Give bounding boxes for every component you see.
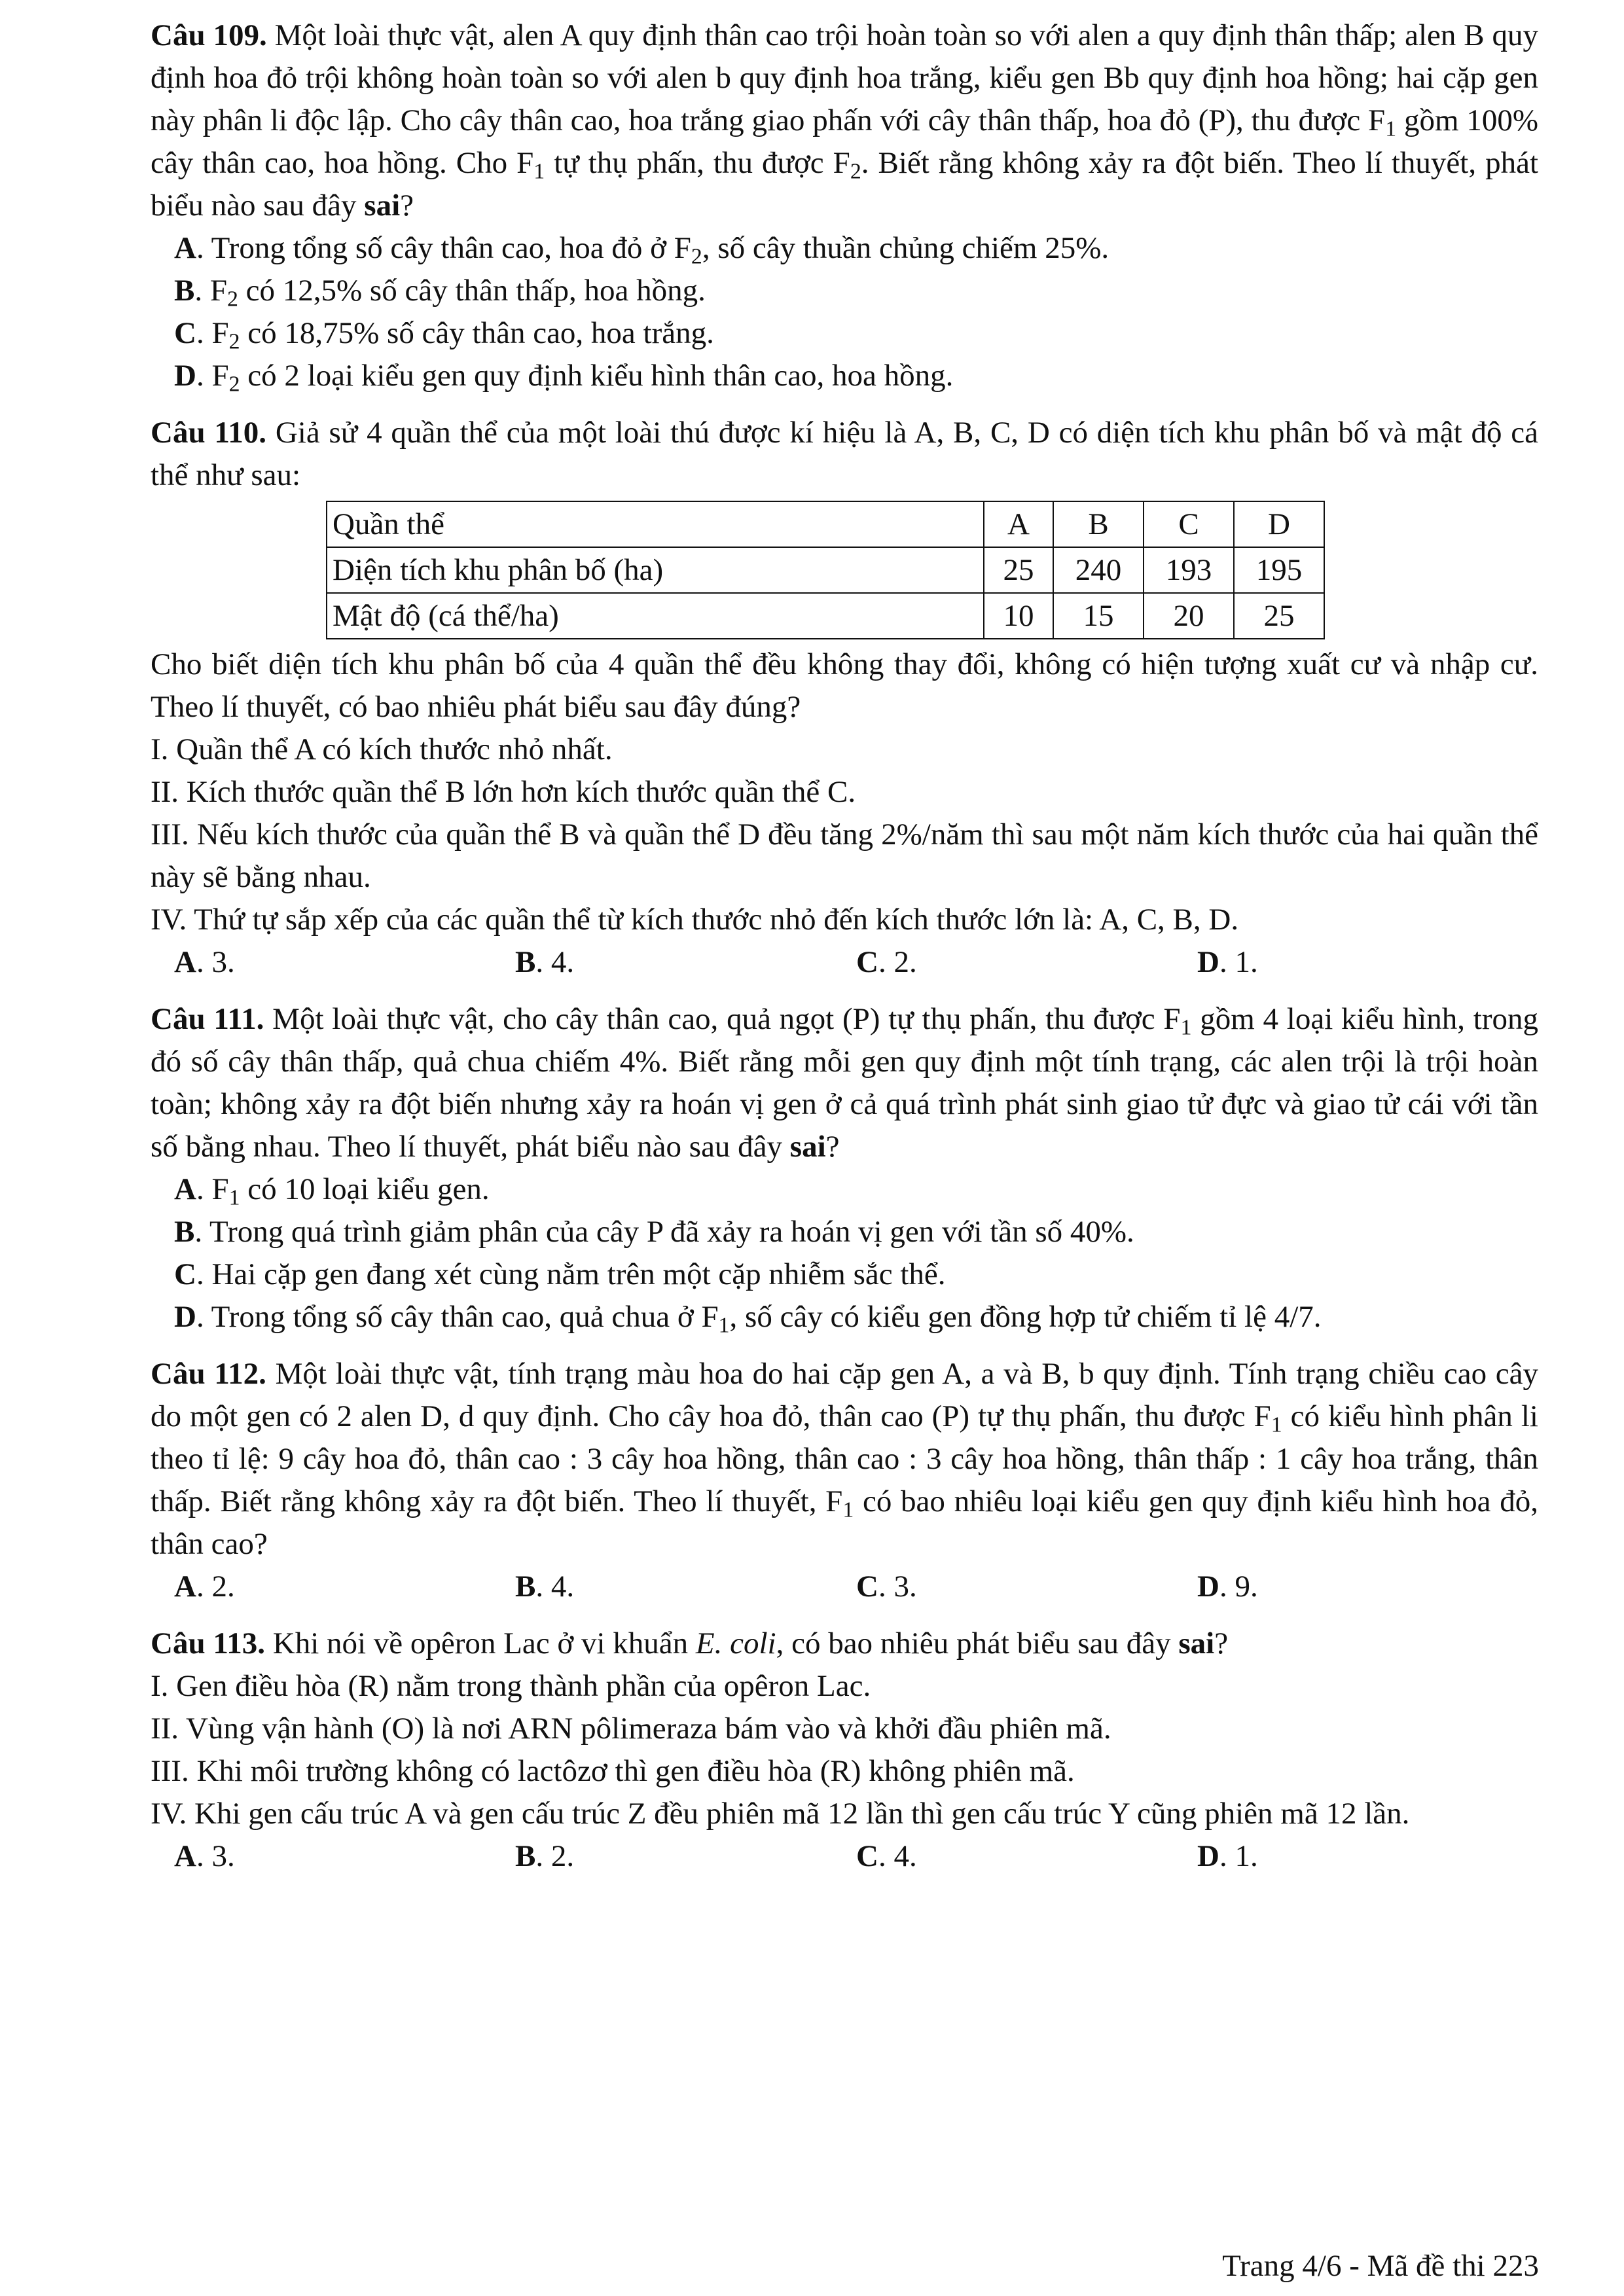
question-110-context: Cho biết diện tích khu phân bố của 4 quần thể đều không thay đổi, không có hiện tượng xuất cư và nhập cư. Theo lí thuyết, có bao nhiêu phát biểu sau đây đúng? (151, 647, 1538, 724)
statement-1: I. Gen điều hòa (R) nằm trong thành phần của opêron Lac. (151, 1669, 871, 1703)
population-table (326, 501, 1325, 639)
option-a: A. Trong tổng số cây thân cao, hoa đỏ ở $F_2$, số cây thuần chủng chiếm 25%. (174, 231, 1110, 269)
table-cell: 195 (1234, 547, 1324, 593)
question-number: Câu 113. (151, 1626, 265, 1660)
answer-d: D. 1. (1197, 945, 1258, 979)
statement-2: II. Kích thước quần thể B lớn hơn kích thước quần thể C. (151, 775, 856, 809)
answer-a: A. 2. (174, 1570, 235, 1604)
question-number: Câu 109. (151, 18, 267, 52)
question-110 (151, 412, 1538, 984)
question-109 (151, 14, 1538, 397)
answer-row (151, 1566, 1538, 1608)
answer-c: C. 2. (856, 945, 917, 979)
page-content (151, 14, 1538, 1878)
table-row (327, 593, 1324, 639)
question-112-stem: Câu 112. Một loài thực vật, tính trạng màu hoa do hai cặp gen A, a và B, b quy định. Tính trạng chiều cao cây do một gen có 2 alen D, d quy định. Cho cây hoa đỏ, thân cao (P) tự thụ phấn, thu được $F_1$ có kiểu hình phân li theo tỉ lệ: 9 cây hoa đỏ, thân cao : 3 cây hoa hồng, thân cao : 3 cây hoa hồng, thân thấp : 1 cây hoa trắng, thân thấp. Biết rằng không xảy ra đột biến. Theo lí thuyết, $F_1$ có bao nhiêu loại kiểu gen quy định kiểu hình hoa đỏ, thân cao? (151, 1357, 1539, 1561)
table-cell: Mật độ (cá thể/ha) (327, 593, 984, 639)
table-cell: 193 (1144, 547, 1234, 593)
question-number: Câu 110. (151, 416, 267, 450)
table-cell: C (1144, 501, 1234, 547)
question-111-stem: Câu 111. Một loài thực vật, cho cây thân cao, quả ngọt (P) tự thụ phấn, thu được $F_1$ gồm 4 loại kiểu hình, trong đó số cây thân thấp, quả chua chiếm 4%. Biết rằng mỗi gen quy định một tính trạng, các alen trội là trội hoàn toàn; không xảy ra đột biến nhưng xảy ra hoán vị gen ở cả quá trình phát sinh giao tử đực và giao tử cái với tần số bằng nhau. Theo lí thuyết, phát biểu nào sau đây sai? (151, 1002, 1538, 1164)
option-d: D. $F_2$ có 2 loại kiểu gen quy định kiểu hình thân cao, hoa hồng. (174, 359, 954, 397)
answer-d: D. 1. (1197, 1839, 1258, 1873)
table-cell: Quần thể (327, 501, 984, 547)
table-cell: 25 (1234, 593, 1324, 639)
question-109-stem: Câu 109. Một loài thực vật, alen A quy định thân cao trội hoàn toàn so với alen a quy định thân thấp; alen B quy định hoa đỏ trội không hoàn toàn so với alen b quy định hoa trắng, kiểu gen Bb quy định hoa hồng; hai cặp gen này phân li độc lập. Cho cây thân cao, hoa trắng giao phấn với cây thân thấp, hoa đỏ (P), thu được $F_1$ gồm 100% cây thân cao, hoa hồng. Cho $F_1$ tự thụ phấn, thu được $F_2$. Biết rằng không xảy ra đột biến. Theo lí thuyết, phát biểu nào sau đây sai? (151, 18, 1539, 223)
statement-3: III. Nếu kích thước của quần thể B và quần thể D đều tăng 2%/năm thì sau một năm kích thước của hai quần thể này sẽ bằng nhau. (151, 817, 1538, 894)
question-113-stem: Câu 113. Khi nói về opêron Lac ở vi khuẩn E. coli, có bao nhiêu phát biểu sau đây sai? (151, 1626, 1229, 1660)
option-a: A. $F_1$ có 10 loại kiểu gen. (174, 1172, 490, 1210)
option-d: D. Trong tổng số cây thân cao, quả chua ở $F_1$, số cây có kiểu gen đồng hợp tử chiếm tỉ lệ 4/7. (174, 1300, 1322, 1338)
answer-a: A. 3. (174, 1839, 235, 1873)
table-cell: 15 (1053, 593, 1144, 639)
question-110-stem: Câu 110. Giả sử 4 quần thể của một loài thú được kí hiệu là A, B, C, D có diện tích khu phân bố và mật độ cá thể như sau: (151, 416, 1538, 492)
table-header-row (327, 501, 1324, 547)
question-111 (151, 998, 1538, 1338)
option-c: C. $F_2$ có 18,75% số cây thân cao, hoa trắng. (174, 316, 714, 354)
question-112 (151, 1353, 1538, 1608)
question-number: Câu 112. (151, 1357, 266, 1391)
table-row (327, 547, 1324, 593)
option-c: C. Hai cặp gen đang xét cùng nằm trên một cặp nhiễm sắc thể. (174, 1257, 946, 1291)
table-cell: D (1234, 501, 1324, 547)
table-cell: 20 (1144, 593, 1234, 639)
page-footer: Trang 4/6 - Mã đề thi 223 (1222, 2249, 1539, 2283)
statement-4: IV. Thứ tự sắp xếp của các quần thể từ kích thước nhỏ đến kích thước lớn là: A, C, B, D. (151, 903, 1239, 937)
answer-row (151, 1835, 1538, 1878)
answer-d: D. 9. (1197, 1570, 1258, 1604)
statement-2: II. Vùng vận hành (O) là nơi ARN pôlimeraza bám vào và khởi đầu phiên mã. (151, 1712, 1111, 1746)
statement-3: III. Khi môi trường không có lactôzơ thì gen điều hòa (R) không phiên mã. (151, 1754, 1075, 1788)
question-number: Câu 111. (151, 1002, 264, 1036)
option-b: B. $F_2$ có 12,5% số cây thân thấp, hoa hồng. (174, 274, 706, 312)
statement-1: I. Quần thể A có kích thước nhỏ nhất. (151, 732, 613, 766)
answer-c: C. 3. (856, 1570, 917, 1604)
table-cell: 25 (984, 547, 1053, 593)
answer-b: B. 2. (515, 1839, 575, 1873)
answer-row (151, 941, 1538, 984)
option-b: B. Trong quá trình giảm phân của cây P đã xảy ra hoán vị gen với tần số 40%. (174, 1215, 1134, 1249)
answer-b: B. 4. (515, 945, 575, 979)
table-cell: Diện tích khu phân bố (ha) (327, 547, 984, 593)
table-cell: A (984, 501, 1053, 547)
table-cell: 10 (984, 593, 1053, 639)
question-113 (151, 1623, 1538, 1878)
table-cell: B (1053, 501, 1144, 547)
answer-a: A. 3. (174, 945, 235, 979)
answer-b: B. 4. (515, 1570, 575, 1604)
answer-c: C. 4. (856, 1839, 917, 1873)
table-cell: 240 (1053, 547, 1144, 593)
statement-4: IV. Khi gen cấu trúc A và gen cấu trúc Z đều phiên mã 12 lần thì gen cấu trúc Y cũng phiên mã 12 lần. (151, 1797, 1410, 1831)
